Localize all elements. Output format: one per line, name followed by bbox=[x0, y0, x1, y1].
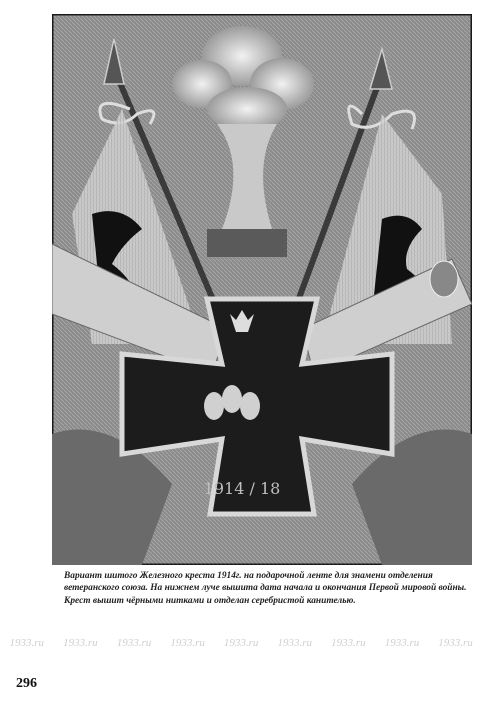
watermark-text: 1933.ru bbox=[63, 637, 98, 649]
watermark-text: 1933.ru bbox=[116, 637, 152, 649]
embroidered-iron-cross-photo bbox=[52, 14, 472, 565]
watermark-text: 1933.ru bbox=[384, 637, 420, 649]
watermark-text: 1933.ru bbox=[170, 637, 205, 649]
watermark-row bbox=[0, 637, 500, 653]
watermark-text: 1933.ru bbox=[223, 637, 259, 649]
watermark-text: 1933.ru bbox=[277, 637, 313, 649]
watermark-text: 1933.ru bbox=[9, 637, 45, 649]
embroidered-date: 1914 / 18 bbox=[203, 479, 281, 498]
figure-caption: Вариант шитого Железного креста 1914г. на подарочной ленте для знамени отделения ветеранского союза. На нижнем луче вышита дата начала и окончания Первой мировой войны. Крест вышит чёрными нитками и отделан серебристой канителью. bbox=[64, 571, 467, 606]
watermark-text: 1933.ru bbox=[331, 637, 366, 649]
watermark-text: 1933.ru bbox=[438, 637, 473, 649]
page-number: 296 bbox=[16, 676, 37, 691]
